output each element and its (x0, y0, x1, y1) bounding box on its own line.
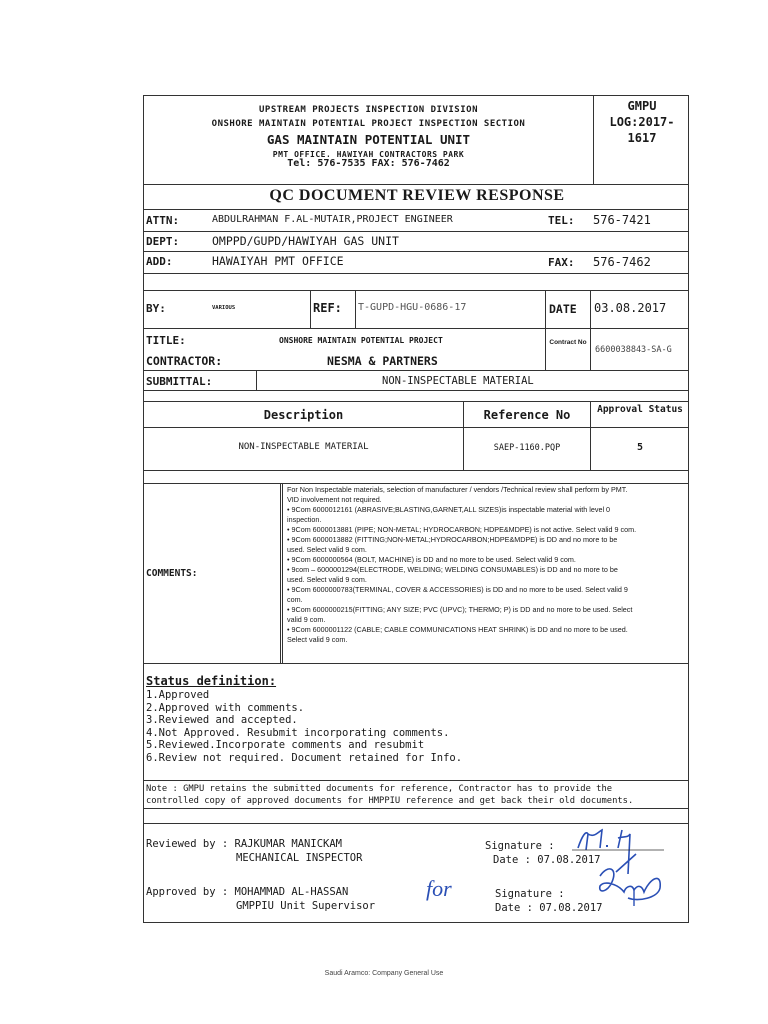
comment-line: • 9Com 6000000564 (BOLT, MACHINE) is DD and no more to be used. Select valid 9 com. (287, 555, 576, 564)
divider (256, 370, 257, 390)
reviewed-date: 07.08.2017 (537, 854, 601, 866)
approved-by-name: MOHAMMAD AL-HASSAN (234, 886, 349, 898)
dept-value: OMPPD/GUPD/HAWIYAH GAS UNIT (212, 234, 399, 248)
divider (144, 401, 688, 402)
for-mark: for (426, 876, 452, 901)
col-header-description: Description (263, 408, 344, 422)
comment-line: valid 9 com. (287, 615, 326, 624)
divider (144, 231, 688, 232)
divider (144, 328, 688, 329)
submittal-value: NON-INSPECTABLE MATERIAL (382, 375, 534, 387)
comment-line: • 9Com 6000013881 (PIPE; NON-METAL; HYDROCARBON; HDPE&MDPE) is not active. Select valid 9 com. (287, 525, 637, 534)
divider (545, 290, 546, 370)
qc-review-form (143, 95, 689, 923)
date-value: 03.08.2017 (594, 301, 667, 315)
comments-list (287, 485, 686, 645)
divider (590, 290, 591, 370)
date-label: DATE (549, 302, 577, 316)
comments-box (282, 483, 688, 663)
tel-value: 576-7421 (593, 213, 651, 227)
unit-title: GAS MAINTAIN POTENTIAL UNIT (266, 132, 471, 147)
by-value: VARIOUS (212, 305, 236, 311)
section-title: ONSHORE MAINTAIN POTENTIAL PROJECT INSPECTION SECTION (211, 119, 526, 129)
status-definition-item: 4.Not Approved. Resubmit incorporating comments. (146, 726, 450, 739)
divider (280, 483, 281, 663)
approved-signature-label: Signature : (495, 888, 565, 900)
col-header-reference: Reference No (483, 408, 571, 422)
comment-line: com. (287, 595, 303, 604)
divider (355, 290, 356, 328)
comment-line: • 9com – 6000001294(ELECTRODE, WELDING; WELDING CONSUMABLES) is DD and no more to be (287, 565, 618, 574)
row-approval-status: 5 (636, 442, 644, 453)
dept-label: DEPT: (146, 235, 180, 248)
fax-label: FAX: (548, 256, 575, 269)
by-label: BY: (146, 302, 166, 315)
ref-value: T-GUPD-HGU-0686-17 (358, 302, 467, 313)
reviewed-date-label: Date : (493, 854, 531, 866)
comment-line: used. Select valid 9 com. (287, 545, 367, 554)
add-label: ADD: (146, 255, 173, 268)
note-line-1: Note : GMPU retains the submitted documents for reference, Contractor has to provide the (146, 784, 613, 794)
contractor-label: CONTRACTOR: (146, 354, 223, 368)
submittal-label: SUBMITTAL: (146, 375, 213, 388)
divider (144, 209, 688, 210)
reviewed-signature-label: Signature : (485, 840, 555, 852)
divider (590, 401, 591, 470)
reviewed-by-role: MECHANICAL INSPECTOR (236, 852, 363, 864)
contract-label: Contract No (549, 339, 587, 346)
comments-label: COMMENTS: (146, 568, 198, 579)
comment-line: used. Select valid 9 com. (287, 575, 367, 584)
attn-label: ATTN: (146, 214, 180, 227)
fax-value: 576-7462 (593, 255, 651, 269)
divider (144, 427, 688, 428)
comment-line: • 9Com 6000001122 (CABLE; CABLE COMMUNICATIONS HEAT SHRINK) is DD and no more to be used. (287, 625, 628, 634)
contractor-value: NESMA & PARTNERS (327, 354, 438, 368)
row-reference: SAEP-1160.PQP (493, 443, 561, 453)
attn-value: ABDULRAHMAN F.AL-MUTAIR,PROJECT ENGINEER (212, 214, 453, 225)
add-value: HAWAIYAH PMT OFFICE (212, 254, 344, 268)
approved-by-role: GMPPIU Unit Supervisor (236, 900, 376, 912)
col-header-approval: Approval Status (597, 404, 683, 415)
reviewed-by-block (146, 837, 362, 865)
title-value: ONSHORE MAINTAIN POTENTIAL PROJECT (279, 336, 443, 345)
note-block (146, 783, 633, 807)
approved-by-label: Approved by : (146, 886, 229, 898)
divider (144, 370, 688, 371)
reviewed-by-label: Reviewed by : (146, 838, 229, 850)
status-definition-item: 5.Reviewed.Incorporate comments and resubmit (146, 739, 425, 751)
divider (310, 290, 311, 328)
divider (144, 390, 688, 391)
divider (144, 780, 688, 781)
status-definition-item: 6.Review not required. Document retained for Info. (146, 751, 463, 764)
tel-label: TEL: (548, 214, 575, 227)
approved-by-block (146, 885, 375, 913)
status-definition-list (146, 689, 462, 764)
approved-date-label: Date : (495, 902, 533, 914)
status-definition-item: 2.Approved with comments. (146, 701, 305, 714)
reviewed-by-name: RAJKUMAR MANICKAM (234, 838, 342, 850)
row-description: NON-INSPECTABLE MATERIAL (238, 442, 369, 452)
comment-line: • 9Com 6000000215(FITTING; ANY SIZE; PVC (UPVC); THERMO; P) is DD and no more to be used. Select (287, 605, 633, 614)
note-line-2: controlled copy of approved documents for HMPPIU reference and get back their old documents. (146, 796, 634, 806)
approved-signature-image (588, 862, 668, 908)
log-number: GMPU LOG:2017- 1617 (609, 99, 675, 145)
approved-signature-block (495, 887, 602, 915)
comment-line: inspection. (287, 515, 322, 524)
status-definition-item: 1.Approved (146, 689, 210, 701)
comment-line: Select valid 9 com. (287, 635, 348, 644)
status-definition-title: Status definition: (146, 674, 277, 688)
comment-line: VID involvement not required. (287, 495, 382, 504)
divider (144, 808, 688, 809)
office-address: PMT OFFICE, HAWIYAH CONTRACTORS PARK (272, 150, 465, 157)
divider (144, 184, 688, 185)
comment-line: • 9Com 6000013882 (FITTING;NON-METAL;HYDROCARBON;HDPE&MDPE) is DD and no more to be (287, 535, 618, 544)
comment-line: • 9Com 6000012161 (ABRASIVE;BLASTING,GARNET,ALL SIZES)is inspectable material with level 0 (287, 505, 611, 514)
divider (144, 290, 688, 291)
tel-fax-line: Tel: 576-7535 FAX: 576-7462 (287, 158, 450, 169)
title-label: TITLE: (146, 334, 186, 347)
divider (144, 251, 688, 252)
division-title: UPSTREAM PROJECTS INSPECTION DIVISION (259, 105, 478, 115)
comment-line: For Non Inspectable materials, selection of manufacturer / vendors /Technical review shall perform by PMT. (287, 485, 628, 494)
approved-date: 07.08.2017 (539, 902, 603, 914)
divider (144, 273, 688, 274)
divider (144, 663, 688, 664)
ref-label: REF: (313, 301, 342, 315)
contract-value: 6600038843-SA-G (595, 345, 672, 355)
status-definition-item: 3.Reviewed and accepted. (146, 714, 298, 726)
footer-classification: Saudi Aramco: Company General Use (324, 970, 444, 977)
divider (144, 470, 688, 471)
form-title: QC DOCUMENT REVIEW RESPONSE (269, 187, 565, 204)
header-block (144, 105, 593, 169)
comment-line: • 9Com 6000000783(TERMINAL, COVER & ACCESSORIES) is DD and no more to be used. Select valid 9 (287, 585, 628, 594)
